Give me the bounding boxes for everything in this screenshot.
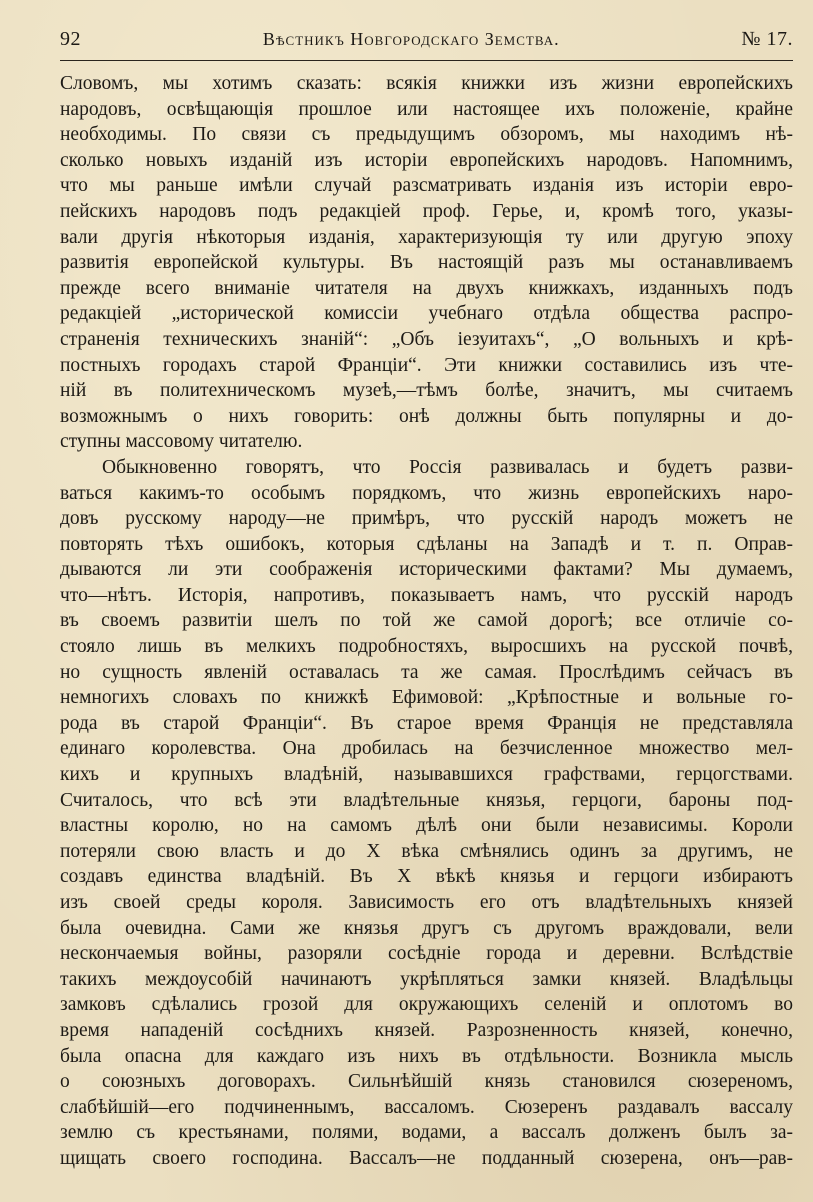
text-line: что—нѣтъ. Исторія, напротивъ, показываетъ намъ, что русскій народъ xyxy=(60,584,793,606)
issue-number: № 17. xyxy=(741,28,793,50)
text-line: но сущность явленій оставалась та же самая. Прослѣдимъ сейчасъ въ xyxy=(60,661,793,683)
text-line: властны королю, но на самомъ дѣлѣ они были независимы. Короли xyxy=(60,815,793,837)
text-line: стояло лишь въ мелкихъ подробностяхъ, выросшихъ на русской почвѣ, xyxy=(60,636,793,658)
text-line: въ своемъ развитіи шелъ по той же самой дорогѣ; все отличіе со- xyxy=(60,610,793,632)
text-line: немногихъ словахъ по книжкѣ Ефимовой: „Крѣпостные и вольные го- xyxy=(60,687,793,709)
text-line: прежде всего вниманіе читателя на двухъ книжкахъ, изданныхъ подъ xyxy=(60,277,793,299)
text-line: такихъ междоусобій начинаютъ укрѣпляться замки князей. Владѣльцы xyxy=(60,968,793,990)
text-line: землю съ крестьянами, полями, водами, а вассалъ долженъ былъ за- xyxy=(60,1122,793,1144)
text-line: вали другія нѣкоторыя изданія, характеризующія ту или другую эпоху xyxy=(60,226,793,248)
text-line: необходимы. По связи съ предыдущимъ обзоромъ, мы находимъ нѣ- xyxy=(60,124,793,146)
text-line: страненія техническихъ знаній“: „Объ іезуитахъ“, „О вольныхъ и крѣ- xyxy=(60,328,793,350)
text-line: щищать своего господина. Вассалъ—не подданный сюзерена, онъ—рав- xyxy=(60,1147,793,1169)
text-line: время нападеній сосѣднихъ князей. Разрозненность князей, конечно, xyxy=(60,1019,793,1041)
text-line: единаго королевства. Она дробилась на безчисленное множество мел- xyxy=(60,738,793,760)
text-line: повторять тѣхъ ошибокъ, которыя сдѣланы на Западѣ и т. п. Оправ- xyxy=(60,533,793,555)
running-header xyxy=(60,28,793,58)
text-line: кихъ и крупныхъ владѣній, называвшихся графствами, герцогствами. xyxy=(60,764,793,786)
text-line: что мы раньше имѣли случай разсматривать изданія изъ исторіи евро- xyxy=(60,175,793,197)
text-line: народовъ, освѣщающія прошлое или настоящее ихъ положеніе, крайне xyxy=(60,98,793,120)
text-line: о союзныхъ договорахъ. Сильнѣйшій князь становился сюзереномъ, xyxy=(60,1071,793,1093)
text-line: рода въ старой Франціи“. Въ старое время Франція не представляла xyxy=(60,712,793,734)
journal-title: Вѣстникъ Новгородскаго Земства. xyxy=(262,29,560,49)
page-number: 92 xyxy=(60,28,81,50)
text-line: сколько новыхъ изданій изъ исторіи европейскихъ народовъ. Напомнимъ, xyxy=(60,149,793,171)
text-line: редакціей „исторической комиссіи учебнаго отдѣла общества распро- xyxy=(60,303,793,325)
text-line: постныхъ городахъ старой Франціи“. Эти книжки составились изъ чте- xyxy=(60,354,793,376)
article-body xyxy=(60,71,793,1172)
text-line: слабѣйшій—его подчиненнымъ, вассаломъ. Сюзеренъ раздавалъ вассалу xyxy=(60,1096,793,1118)
text-line: Обыкновенно говорятъ, что Россія развивалась и будетъ разви- xyxy=(102,456,793,478)
text-line: развитія европейской культуры. Въ настоящій разъ мы останавливаемъ xyxy=(60,252,793,274)
text-line: изъ своей среды короля. Зависимость его отъ владѣтельныхъ князей xyxy=(60,892,793,913)
text-line: замковъ сдѣлались грозой для окружающихъ селеній и оплотомъ во xyxy=(60,994,793,1016)
text-line: ній въ политехническомъ музеѣ,—тѣмъ болѣе, значитъ, мы считаемъ xyxy=(60,380,793,402)
header-rule xyxy=(60,60,793,61)
text-line: ваться какимъ-то особымъ порядкомъ, что жизнь европейскихъ наро- xyxy=(60,482,793,504)
text-line: потеряли свою власть и до X вѣка смѣнялись одинъ за другимъ, не xyxy=(60,840,793,862)
text-line: пейскихъ народовъ подъ редакціей проф. Герье, и, кромѣ того, указы- xyxy=(60,200,793,222)
text-line: возможнымъ о нихъ говорить: онѣ должны быть популярны и до- xyxy=(60,405,793,427)
text-line: довъ русскому народу—не примѣръ, что русскій народъ можетъ не xyxy=(60,508,793,530)
text-line: ступны массовому читателю. xyxy=(60,431,303,453)
text-line: дываются ли эти соображенія историческими фактами? Мы думаемъ, xyxy=(60,559,793,581)
text-line: создавъ единства владѣній. Въ X вѣкѣ князья и герцоги избираютъ xyxy=(60,866,793,888)
text-line: Считалось, что всѣ эти владѣтельные князья, герцоги, бароны под- xyxy=(60,789,793,811)
text-line: Словомъ, мы хотимъ сказать: всякія книжки изъ жизни европейскихъ xyxy=(60,73,793,94)
text-line: была опасна для каждаго изъ нихъ въ отдѣльности. Возникла мысль xyxy=(60,1045,793,1067)
text-line: была очевидна. Сами же князья другъ съ другомъ враждовали, вели xyxy=(60,917,793,939)
text-line: нескончаемыя войны, разоряли сосѣдніе города и деревни. Вслѣдствіе xyxy=(60,943,793,965)
